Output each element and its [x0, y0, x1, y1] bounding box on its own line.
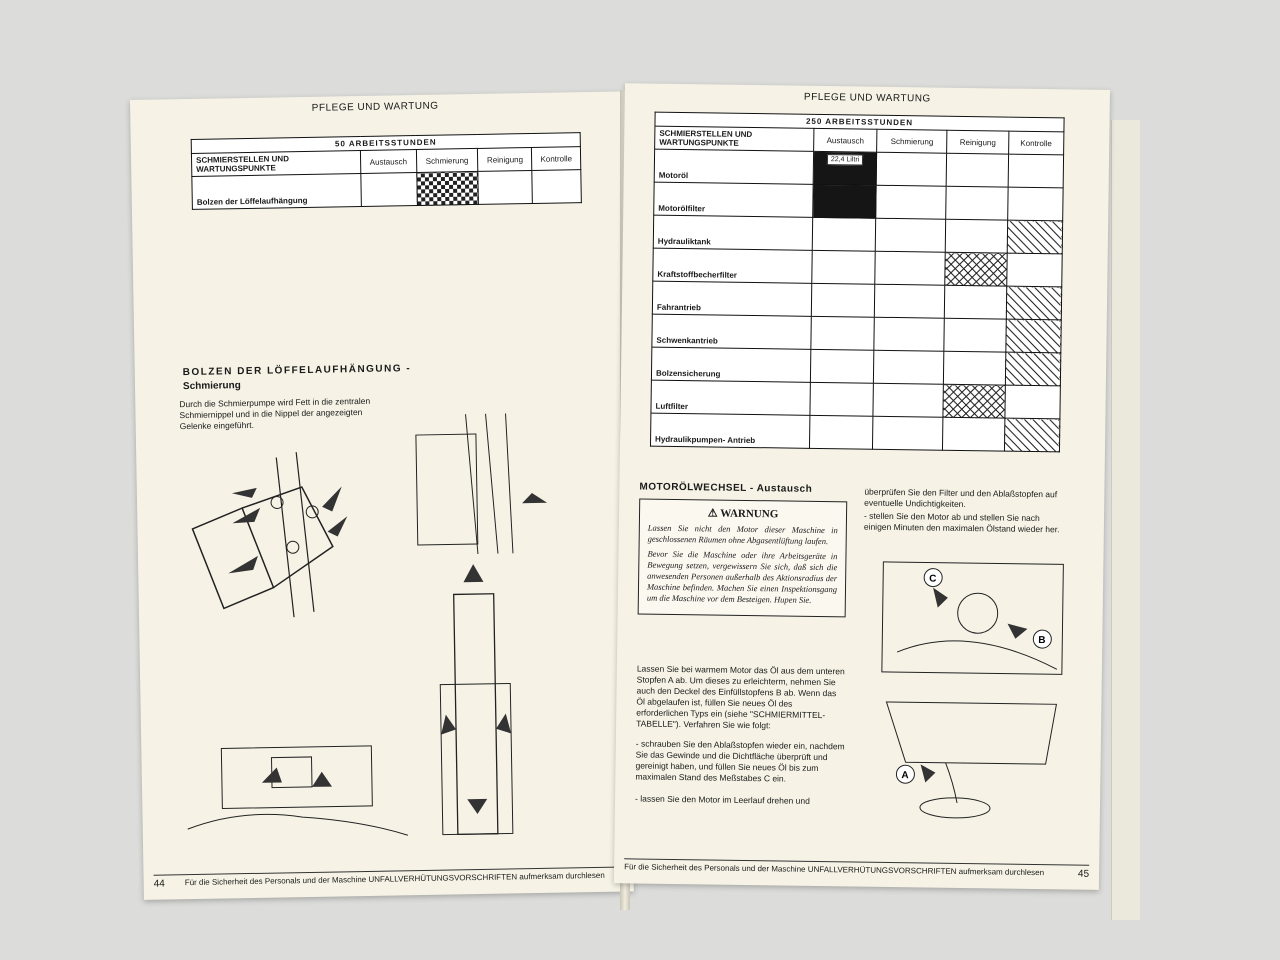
footer-text: Für die Sicherheit des Personals und der Maschine UNFALLVERHÜTUNGSVORSCHRIFTEN aufmerksam durchlesen [624, 862, 1045, 878]
right-footer [624, 858, 1089, 879]
cell-lubrication-mark [416, 171, 478, 205]
cell [873, 350, 944, 384]
cell [874, 284, 945, 318]
cell [1005, 385, 1061, 419]
cell [874, 317, 945, 351]
oil-amount-label: 22,4 Liltri [827, 154, 864, 166]
maintenance-table-250 [650, 112, 1065, 453]
cell [1008, 154, 1064, 188]
oil-step-1: - schrauben Sie den Ablaßstopfen wieder ein, nachdem Sie das Gewinde und die Dichtfläche überprüft und gereinigt haben, und füllen Sie neues Öl bis zum maximalen Stand des Meßstabes C ein. [635, 738, 845, 784]
col-reinigung: Reinigung [478, 147, 532, 171]
col-schmierung: Schmierung [877, 129, 948, 153]
label-a: A [901, 770, 909, 782]
warning-box [638, 498, 848, 617]
row-label: Hydrauliktank [653, 215, 812, 250]
swing-frame-illustration [181, 725, 413, 849]
cell [945, 285, 1007, 319]
col-austausch: Austausch [814, 128, 877, 152]
table-row [650, 413, 1059, 452]
col-austausch: Austausch [360, 150, 416, 174]
oil-step-2: - lassen Sie den Motor im Leerlauf drehen und [634, 793, 810, 806]
cell-mark-cross [943, 384, 1005, 418]
warning-title-text: WARNUNG [720, 507, 779, 521]
cell [809, 415, 873, 449]
cell-mark-hatch [1005, 352, 1061, 386]
cell [478, 170, 533, 204]
cell [812, 250, 876, 284]
warning-text-1: Lassen Sie nicht den Motor dieser Maschine in geschlossenen Räumen ohne Abgasentlüftung laufen. [647, 522, 838, 547]
cell [810, 382, 874, 416]
left-header: PFLEGE UND WARTUNG [311, 100, 439, 114]
cell [875, 251, 946, 285]
row-label: Hydraulikpumpen- Antrieb [650, 413, 809, 448]
bucket-linkage-illustration [181, 436, 384, 629]
cell [875, 218, 946, 252]
cell [946, 186, 1008, 220]
oil-change-body: Lassen Sie bei warmem Motor das Öl aus dem unteren Stopfen A ab. Um dieses zu erleichterm, nehmen Sie auch den Deckel des Einfüllstopfens B ab. Wenn das Öl abgelaufen ist, füllen Sie neues Öl des erforderlichen Typs ein (siehe "SCHMIERMITTEL-TABELLE"). Verfahren Sie wie folgt: [636, 663, 845, 731]
cell [873, 416, 944, 450]
table-label-header: SCHMIERSTELLEN UND WARTUNGSPUNKTE [191, 150, 360, 176]
cell [532, 170, 581, 204]
maintenance-table-50 [191, 132, 582, 210]
cell [947, 153, 1009, 187]
label-c: C [929, 573, 937, 585]
footer-text: Für die Sicherheit des Personals und der Maschine UNFALLVERHÜTUNGSVORSCHRIFTEN aufmerksam durchlesen [184, 870, 605, 888]
cell [873, 383, 944, 417]
manual-book [130, 70, 1130, 910]
cell [943, 417, 1005, 451]
oil-body-right-2: - stellen Sie den Motor ab und stellen Sie nach einigen Minuten den maximalen Ölstand wieder her. [863, 510, 1060, 535]
row-label: Luftfilter [651, 380, 810, 415]
page-stack-edge [1111, 120, 1140, 920]
table-label-header: SCHMIERSTELLEN UND WARTUNGSPUNKTE [655, 126, 814, 151]
oil-drain-illustration [875, 692, 1067, 825]
row-label: Schwenkantrieb [652, 314, 811, 349]
row-label: Fahrantrieb [652, 281, 811, 316]
label-b: B [1038, 635, 1046, 647]
oil-change-title: MOTORÖLWECHSEL - Austausch [639, 481, 813, 495]
left-footer [154, 867, 624, 890]
row-label: Motorölfilter [654, 182, 813, 217]
right-header: PFLEGE UND WARTUNG [803, 91, 931, 105]
cell [876, 152, 947, 186]
cell-mark-hatch [1006, 319, 1062, 353]
col-schmierung: Schmierung [416, 148, 478, 172]
warning-text-2: Bevor Sie die Maschine oder ihre Arbeitsgeräte in Bewegung setzen, vergewissern Sie sich, daß sich die anwesenden Personen außerhalb des Aktionsradius der Maschine befinden. Machen Sie einen Inspektionsgang um die Maschine vor dem Besteigen. Hupen Sie. [646, 548, 838, 605]
table-row [192, 170, 582, 210]
left-page [130, 91, 634, 899]
boom-pivot-illustration [405, 403, 558, 556]
cell-mark-hatch [1004, 418, 1060, 452]
cell [1007, 187, 1063, 221]
cell [944, 318, 1006, 352]
cell [811, 316, 875, 350]
engine-filter-illustration [877, 552, 1069, 685]
cell-mark-hatch [1006, 286, 1062, 320]
cell-mark-hatch [1007, 220, 1063, 254]
col-kontrolle: Kontrolle [532, 147, 581, 171]
cell [810, 349, 874, 383]
cell [946, 219, 1008, 253]
warning-title [648, 506, 838, 522]
section-title: BOLZEN DER LÖFFELAUFHÄNGUNG - [182, 363, 412, 379]
cell-mark-black [813, 151, 877, 185]
right-page [614, 83, 1110, 890]
cell [944, 351, 1006, 385]
section-subtitle: Schmierung [182, 380, 241, 393]
cell [811, 283, 875, 317]
row-label: Bolzensicherung [651, 347, 810, 382]
cell [812, 217, 876, 251]
row-label: Kraftstoffbecherfilter [653, 248, 812, 283]
col-kontrolle: Kontrolle [1008, 131, 1064, 155]
warning-icon: ⚠ [707, 507, 718, 520]
cell [876, 185, 947, 219]
cell-mark-cross [945, 252, 1007, 286]
cell-mark-black [813, 184, 877, 218]
page-number: 44 [153, 878, 165, 890]
row-label: Bolzen der Löffelaufhängung [192, 173, 362, 209]
arm-illustration [418, 563, 553, 855]
oil-body-right-1: überprüfen Sie den Filter und den Ablaßstopfen auf eventuelle Undichtigkeiten. [864, 486, 1058, 510]
table-title-50: 50 ARBEITSSTUNDEN [191, 133, 580, 154]
section-body: Durch die Schmierpumpe wird Fett in die zentralen Schmiernippel und in die Nippel der angezeigten Gelenke eingeführt. [179, 395, 371, 432]
table-title-250: 250 ARBEITSSTUNDEN [655, 112, 1064, 132]
page-number: 45 [1077, 868, 1090, 880]
row-label: Motoröl [654, 149, 813, 184]
col-reinigung: Reinigung [947, 130, 1009, 154]
cell [361, 173, 417, 207]
cell [1006, 253, 1062, 287]
